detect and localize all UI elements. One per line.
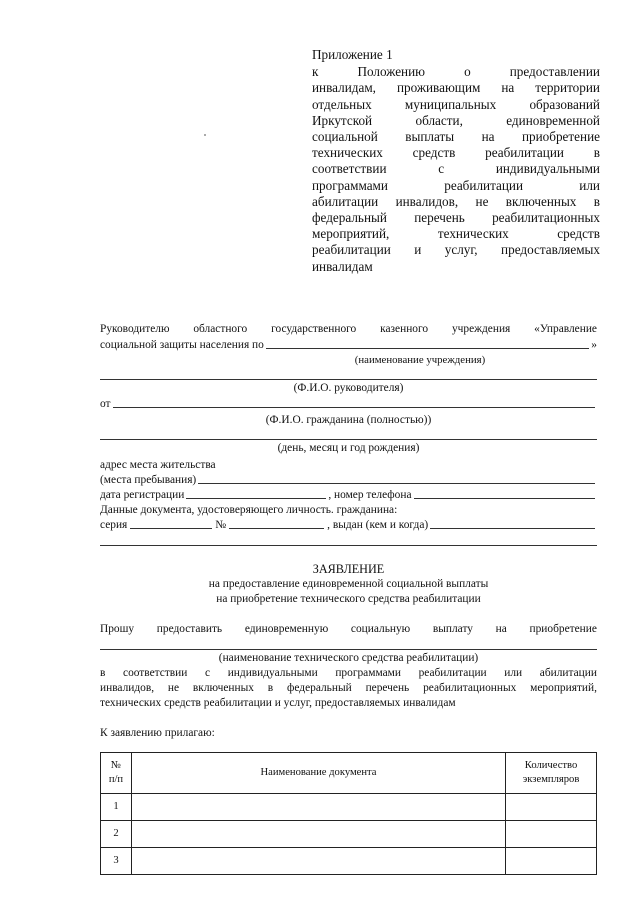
annex-word: единовременной — [506, 112, 600, 128]
institution-field[interactable] — [266, 337, 589, 349]
word: выплату — [432, 623, 473, 635]
word: индивидуальными — [227, 667, 318, 679]
copies-cell[interactable] — [506, 794, 597, 821]
col-copies-header-b: экземпляров — [522, 774, 580, 785]
annex-line — [312, 64, 600, 80]
annex-word: инвалидам — [312, 258, 373, 274]
annex-word: перечень — [414, 210, 465, 226]
registration-date-field[interactable] — [186, 487, 326, 499]
table-row — [101, 794, 597, 821]
annex-word: инвалидам, — [312, 80, 376, 96]
annex-word: с — [438, 161, 445, 177]
word: перечень — [365, 682, 410, 694]
scan-artifact — [204, 134, 206, 136]
annex-word: соответствии — [312, 161, 387, 177]
annex-word: технических — [312, 145, 383, 161]
row-number: 3 — [101, 848, 132, 875]
number-field[interactable] — [229, 517, 324, 529]
col-number-header-b: п/п — [108, 774, 124, 785]
copies-cell[interactable] — [506, 848, 597, 875]
number-label: № — [215, 519, 227, 531]
addressee-close-quote: » — [591, 339, 597, 351]
annex-word: Иркутской — [312, 112, 373, 128]
annex-line — [312, 210, 600, 226]
word: государственного — [271, 323, 357, 335]
row-number: 2 — [101, 821, 132, 848]
annex-word: средств — [412, 145, 456, 161]
annex-word: территории — [535, 80, 600, 96]
annex-word: реабилитации — [312, 242, 391, 258]
annex-word: или — [579, 177, 600, 193]
annex-word: реабилитации — [485, 145, 564, 161]
word: инвалидов, — [100, 682, 155, 694]
annex-word: средств — [557, 226, 600, 242]
caption-tsr: (наименование технического средства реабилитации) — [218, 652, 479, 664]
col-number-header-a: № — [110, 760, 122, 771]
document-name-cell[interactable] — [131, 821, 505, 848]
phone-label: , номер телефона — [328, 489, 412, 501]
statement-title: ЗАЯВЛЕНИЕ — [312, 562, 385, 576]
address-label-1: адрес места жительства — [100, 459, 216, 471]
annex-lines — [312, 64, 600, 275]
col-document-header: Наименование документа — [131, 753, 505, 794]
annex-line — [312, 194, 600, 210]
word: приобретение — [529, 623, 597, 635]
annex-word: программами — [312, 177, 388, 193]
annex-line — [312, 226, 600, 242]
address-label-2: (места пребывания) — [100, 474, 197, 486]
caption-institution: (наименование учреждения) — [354, 354, 486, 366]
annex-word: на — [501, 80, 515, 96]
annex-word: федеральный — [312, 210, 387, 226]
word: единовременную — [244, 623, 329, 635]
annex-line — [312, 145, 600, 161]
word: мероприятий, — [530, 682, 597, 694]
annex-word: к — [312, 64, 319, 80]
registration-label: дата регистрации — [100, 489, 185, 501]
annex-word: индивидуальными — [495, 161, 600, 177]
annex-line — [312, 178, 600, 194]
issued-continuation-field[interactable] — [100, 545, 597, 546]
table-row — [101, 821, 597, 848]
word: социальную — [350, 623, 411, 635]
table-header-row — [101, 753, 597, 794]
annex-word: в — [593, 193, 600, 209]
annex-word: предоставлении — [509, 64, 600, 80]
annex-line — [312, 113, 600, 129]
annex-word: проживающим — [396, 80, 481, 96]
annex-word: услуг, — [444, 242, 478, 258]
from-label: от — [100, 398, 111, 410]
word: или — [504, 667, 523, 679]
from-line — [100, 396, 597, 413]
caption-birth: (день, месяц и год рождения) — [277, 442, 420, 454]
body-line-3: технических средств реабилитации и услуг, предоставляемых инвалидам — [100, 697, 456, 709]
addressee-text: социальной защиты населения по — [100, 339, 264, 351]
annex-word: выплаты — [405, 129, 455, 145]
word: учреждения — [451, 323, 511, 335]
annex-line — [312, 80, 600, 96]
annex-word: технических — [437, 226, 509, 242]
annex-word: Положению — [357, 64, 426, 80]
table-row — [101, 848, 597, 875]
request-line — [100, 621, 597, 638]
annex-word: реабилитации — [444, 177, 524, 193]
annex-word: включенных — [505, 193, 577, 209]
annex-word: абилитации — [312, 193, 379, 209]
annex-block — [312, 47, 600, 275]
annex-word: на — [481, 129, 495, 145]
annex-line — [312, 242, 600, 258]
col-copies-header-a: Количество — [524, 760, 578, 771]
attach-label: К заявлению прилагаю: — [100, 727, 215, 739]
word: не — [167, 682, 180, 694]
address-field[interactable] — [198, 472, 595, 484]
word: в — [100, 667, 106, 679]
annex-word: реабилитационных — [492, 210, 600, 226]
document-name-cell[interactable] — [131, 848, 505, 875]
row-number: 1 — [101, 794, 132, 821]
word: соответствии — [123, 667, 188, 679]
caption-citizen: (Ф.И.О. гражданина (полностью)) — [265, 414, 432, 426]
word: включенных — [192, 682, 254, 694]
annex-line — [312, 97, 600, 113]
annex-word: образований — [529, 96, 600, 112]
copies-cell[interactable] — [506, 821, 597, 848]
issued-label: , выдан (кем и когда) — [327, 519, 429, 531]
id-doc-label: Данные документа, удостоверяющего личность. гражданина: — [100, 504, 398, 516]
word: программами — [335, 667, 401, 679]
annex-word: инвалидов, — [395, 193, 459, 209]
annex-word: не — [475, 193, 489, 209]
annex-word: приобретение — [521, 129, 600, 145]
series-field[interactable] — [130, 517, 212, 529]
annex-word: мероприятий, — [312, 226, 390, 242]
statement-subtitle-1: на предоставление единовременной социальной выплаты — [208, 578, 489, 590]
phone-field[interactable] — [414, 487, 595, 499]
annex-word: социальной — [312, 129, 378, 145]
annex-word: в — [593, 145, 600, 161]
word: Руководителю — [100, 323, 170, 335]
word: областного — [193, 323, 248, 335]
annex-word: о — [464, 64, 471, 80]
annex-word: области, — [415, 112, 463, 128]
statement-subtitle-2: на приобретение технического средства реабилитации — [216, 593, 481, 605]
annex-word: муниципальных — [404, 96, 497, 112]
word: казенного — [380, 323, 429, 335]
annex-line — [312, 259, 600, 275]
word: с — [205, 667, 211, 679]
word: на — [495, 623, 507, 635]
annex-word: отдельных — [312, 96, 372, 112]
word: абилитации — [539, 667, 597, 679]
citizen-name-field[interactable] — [113, 396, 595, 408]
document-name-cell[interactable] — [131, 794, 505, 821]
word: федеральный — [287, 682, 352, 694]
caption-head: (Ф.И.О. руководителя) — [293, 382, 404, 394]
annex-line — [312, 161, 600, 177]
series-label: серия — [100, 519, 128, 531]
word: предоставить — [156, 623, 223, 635]
issued-field[interactable] — [430, 517, 595, 529]
word: Прошу — [100, 623, 135, 635]
annex-word: предоставляемых — [501, 242, 600, 258]
col-number-header — [101, 753, 132, 794]
col-copies-header — [506, 753, 597, 794]
word: «Управление — [534, 323, 597, 335]
word: реабилитационных — [423, 682, 517, 694]
documents-table — [100, 752, 597, 875]
id-doc-line — [100, 517, 597, 534]
annex-word: и — [414, 242, 422, 258]
word: реабилитации — [418, 667, 487, 679]
word: в — [267, 682, 274, 694]
annex-title: Приложение 1 — [312, 47, 393, 62]
addressee-line-1 — [100, 321, 597, 338]
annex-line — [312, 129, 600, 145]
